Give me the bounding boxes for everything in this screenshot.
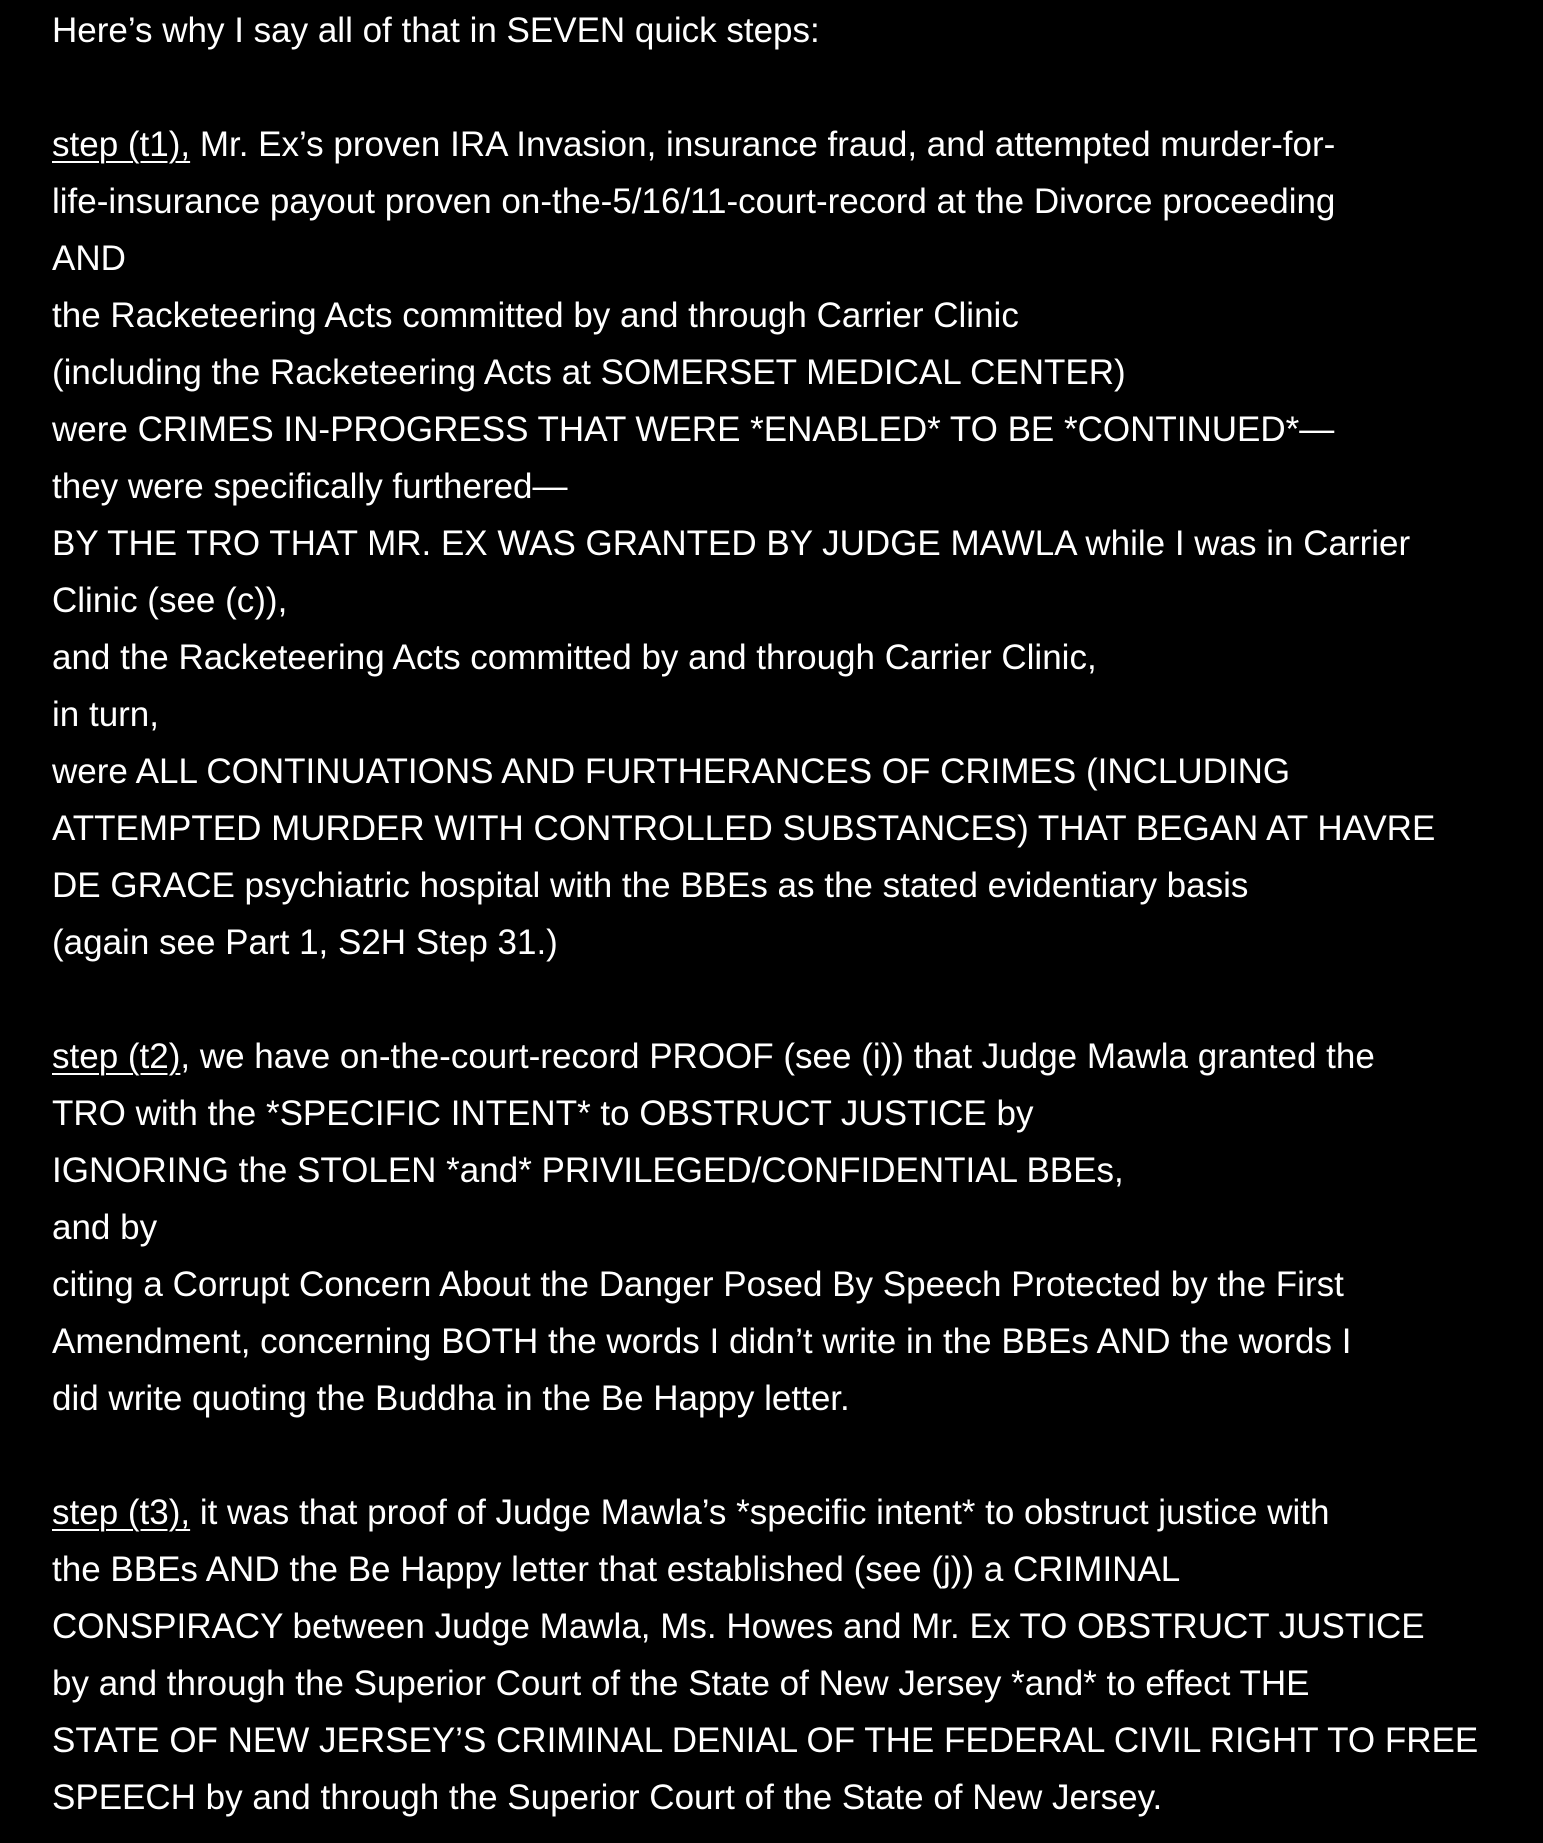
- step-t3-first-line: [52, 1484, 1522, 1541]
- step-t1-first-line-text: Mr. Ex’s proven IRA Invasion, insurance fraud, and attempted murder-for-: [190, 125, 1336, 164]
- paragraph-gap: [52, 971, 1522, 1028]
- step-t2-line: IGNORING the STOLEN *and* PRIVILEGED/CONFIDENTIAL BBEs,: [52, 1151, 1124, 1190]
- step-t2-line: citing a Corrupt Concern About the Danger Posed By Speech Protected by the First: [52, 1265, 1344, 1304]
- step-t3-line: the BBEs AND the Be Happy letter that established (see (j)) a CRIMINAL: [52, 1550, 1181, 1589]
- step-t2-line: did write quoting the Buddha in the Be Happy letter.: [52, 1379, 850, 1418]
- step-t3-first-line-text: it was that proof of Judge Mawla’s *specific intent* to obstruct justice with: [190, 1493, 1330, 1532]
- step-t3-label: step (t3),: [52, 1493, 191, 1532]
- step-t1-line: (again see Part 1, S2H Step 31.): [52, 923, 558, 962]
- step-t1-line: and the Racketeering Acts committed by and through Carrier Clinic,: [52, 638, 1097, 677]
- step-t3-line: STATE OF NEW JERSEY’S CRIMINAL DENIAL OF THE FEDERAL CIVIL RIGHT TO FREE: [52, 1721, 1479, 1760]
- intro-line: Here’s why I say all of that in SEVEN quick steps:: [52, 11, 820, 50]
- step-t1-paragraph: [52, 116, 1522, 971]
- step-t1-line: DE GRACE psychiatric hospital with the BBEs as the stated evidentiary basis: [52, 866, 1249, 905]
- step-t2-line: and by: [52, 1208, 158, 1247]
- step-t1-line: the Racketeering Acts committed by and through Carrier Clinic: [52, 296, 1019, 335]
- step-t1-label: step (t1),: [52, 125, 191, 164]
- step-t1-line: in turn,: [52, 695, 159, 734]
- step-t1-line: Clinic (see (c)),: [52, 581, 288, 620]
- step-t3-paragraph: [52, 1484, 1522, 1826]
- step-t2-first-line: [52, 1028, 1522, 1085]
- step-t1-line: they were specifically furthered—: [52, 467, 568, 506]
- step-t1-first-line: [52, 116, 1522, 173]
- step-t1-line: were CRIMES IN-PROGRESS THAT WERE *ENABLED* TO BE *CONTINUED*—: [52, 410, 1335, 449]
- document-text: [52, 2, 1522, 1826]
- paragraph-gap: [52, 1427, 1522, 1484]
- step-t2-first-line-text: , we have on-the-court-record PROOF (see (i)) that Judge Mawla granted the: [180, 1037, 1375, 1076]
- step-t2-paragraph: [52, 1028, 1522, 1427]
- paragraph-gap: [52, 59, 1522, 116]
- step-t1-line: life-insurance payout proven on-the-5/16/11-court-record at the Divorce proceeding: [52, 182, 1336, 221]
- step-t2-line: TRO with the *SPECIFIC INTENT* to OBSTRUCT JUSTICE by: [52, 1094, 1034, 1133]
- step-t1-line: were ALL CONTINUATIONS AND FURTHERANCES OF CRIMES (INCLUDING: [52, 752, 1291, 791]
- step-t1-line: AND: [52, 239, 126, 278]
- step-t2-line: Amendment, concerning BOTH the words I didn’t write in the BBEs AND the words I: [52, 1322, 1352, 1361]
- step-t3-line: by and through the Superior Court of the State of New Jersey *and* to effect THE: [52, 1664, 1310, 1703]
- step-t3-line: CONSPIRACY between Judge Mawla, Ms. Howes and Mr. Ex TO OBSTRUCT JUSTICE: [52, 1607, 1425, 1646]
- step-t1-line: (including the Racketeering Acts at SOMERSET MEDICAL CENTER): [52, 353, 1126, 392]
- step-t1-line: BY THE TRO THAT MR. EX WAS GRANTED BY JUDGE MAWLA while I was in Carrier: [52, 524, 1411, 563]
- step-t3-line: SPEECH by and through the Superior Court of the State of New Jersey.: [52, 1778, 1163, 1817]
- step-t2-label: step (t2): [52, 1037, 181, 1076]
- step-t1-line: ATTEMPTED MURDER WITH CONTROLLED SUBSTANCES) THAT BEGAN AT HAVRE: [52, 809, 1436, 848]
